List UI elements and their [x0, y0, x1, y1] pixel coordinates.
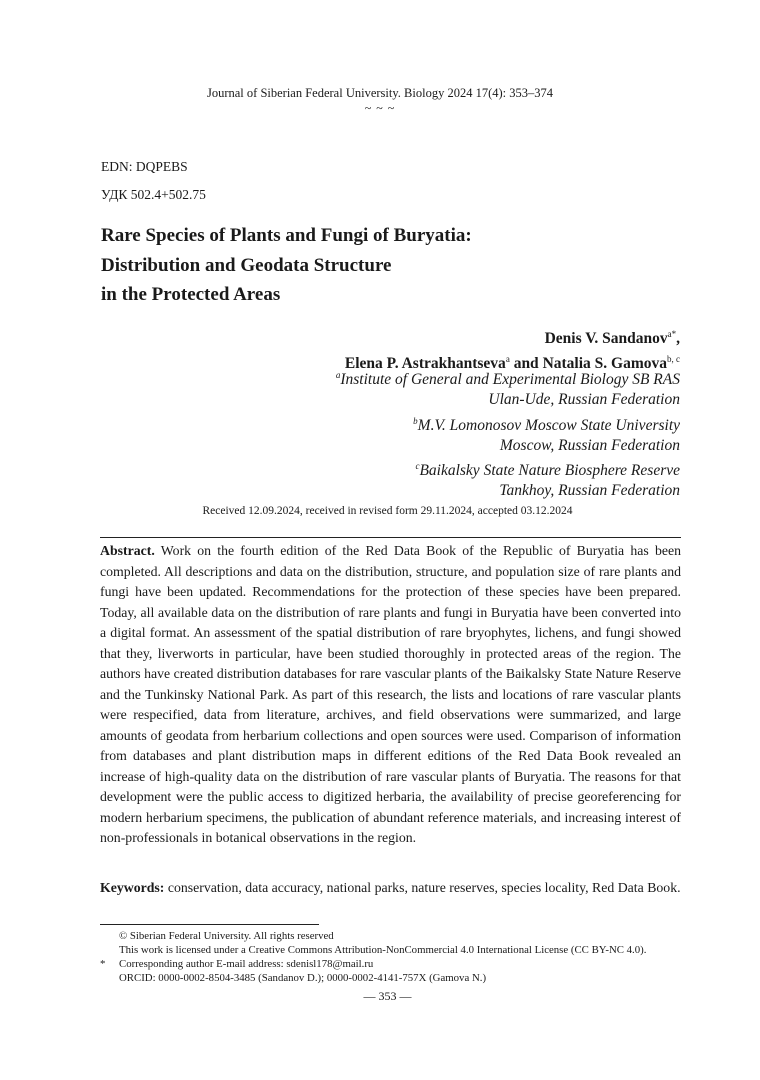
footnote-corresponding — [100, 957, 373, 972]
affiliation-a-place: Ulan-Ude, Russian Federation — [488, 391, 680, 409]
affiliation-b-sup: b — [413, 415, 418, 426]
abstract — [100, 541, 681, 849]
keywords-text: conservation, data accuracy, national parks, nature reserves, species locality, Red Data Book. — [167, 880, 681, 895]
author-line-1 — [345, 324, 680, 349]
footnote-copyright — [100, 929, 334, 944]
received-dates: Received 12.09.2024, received in revised form 29.11.2024, accepted 03.12.2024 — [202, 505, 573, 517]
author-gamova-sup: b, c — [667, 354, 680, 365]
affiliation-c-name — [336, 456, 680, 481]
affiliation-c-text: Baikalsky State Nature Biosphere Reserve — [419, 462, 680, 480]
footnote-license — [100, 943, 646, 958]
author-and: and — [509, 355, 543, 373]
author-sandanov-sup: a* — [667, 329, 677, 339]
author-sep: , — [676, 330, 680, 348]
affiliations — [336, 365, 680, 502]
edn-code: EDN: DQPEBS — [101, 159, 188, 174]
author-gamova: Natalia S. Gamova — [542, 355, 667, 373]
title-line-3: in the Protected Areas — [101, 284, 281, 305]
keywords-label: Keywords: — [100, 880, 165, 895]
title-line-2: Distribution and Geodata Structure — [101, 254, 392, 276]
abstract-label: Abstract. — [100, 543, 155, 558]
license-text: This work is licensed under a Creative Commons Attribution-NonCommercial 4.0 International License (CC BY-NC 4.0). — [119, 944, 647, 956]
title-line-1: Rare Species of Plants and Fungi of Buryatia: — [101, 225, 472, 246]
author-sandanov: Denis V. Sandanov — [544, 330, 668, 348]
affiliation-c-place: Tankhoy, Russian Federation — [499, 482, 680, 500]
keywords — [100, 878, 690, 898]
journal-header: Journal of Siberian Federal University. Biology 2024 17(4): 353–374 — [206, 86, 553, 100]
abstract-text: Work on the fourth edition of the Red Data Book of the Republic of Buryatia has been completed. All descriptions and data on the distribution, structure, and population size of rare plants and fungi have been updated. Recommendations for the protection of these species have been prepared. Today, all available data on the distribution of rare plants and fungi in Buryatia have been converted into a digital format. An assessment of the spatial distribution of rare bryophytes, lichens, and fungi showed that they, liverworts in particular, have been studied thoroughly in protected areas of the region. The authors have created distribution databases for rare vascular plants of the Baikalsky State Nature Reserve and the Tunkinsky National Park. As part of this research, the lists and locations of rare vascular plants were respecified, data from literature, archives, and field observations were summarized, and large amounts of geodata from herbarium collections and open sources were used. Comparison of information from databases and plant distribution maps in different editions of the Red Data Book revealed an increase of high-quality data on the distribution of rare vascular plants of Buryatia. The reasons for that development were the public access to digitized herbaria, the availability of precise georeferencing for modern herbarium specimens, the publication of abundant reference materials, and increasing interest of non-professionals in botanical observations in the region. — [100, 543, 682, 845]
affiliation-a-text: Institute of General and Experimental Biology SB RAS — [340, 371, 680, 389]
page-number: — 353 — — [363, 989, 412, 1003]
udk-code: УДК 502.4+502.75 — [101, 187, 206, 202]
affiliation-c-sup: c — [415, 461, 420, 472]
header-separator: ~ ~ ~ — [364, 101, 396, 115]
footnote-divider — [100, 924, 319, 925]
affiliation-a-sup: a — [335, 370, 341, 380]
affiliation-a-name — [336, 365, 680, 390]
abstract-divider — [100, 537, 681, 538]
orcid-text: ORCID: 0000-0002-8504-3485 (Sandanov D.); 0000-0002-4141-757X (Gamova N.) — [119, 972, 487, 984]
corresponding-email: Corresponding author E-mail address: sdenisl178@mail.ru — [119, 958, 374, 970]
affiliation-b-text: M.V. Lomonosov Moscow State University — [417, 416, 680, 434]
copyright-text: © Siberian Federal University. All rights reserved — [119, 930, 334, 942]
author-astrakhantseva-sup: a — [505, 354, 510, 365]
footnote-orcid — [100, 971, 486, 986]
affiliation-b-name — [336, 411, 680, 436]
affiliation-b-place: Moscow, Russian Federation — [499, 436, 680, 454]
article-title — [101, 221, 472, 310]
footnote-star: * — [100, 958, 106, 970]
author-astrakhantseva: Elena P. Astrakhantseva — [344, 355, 506, 373]
